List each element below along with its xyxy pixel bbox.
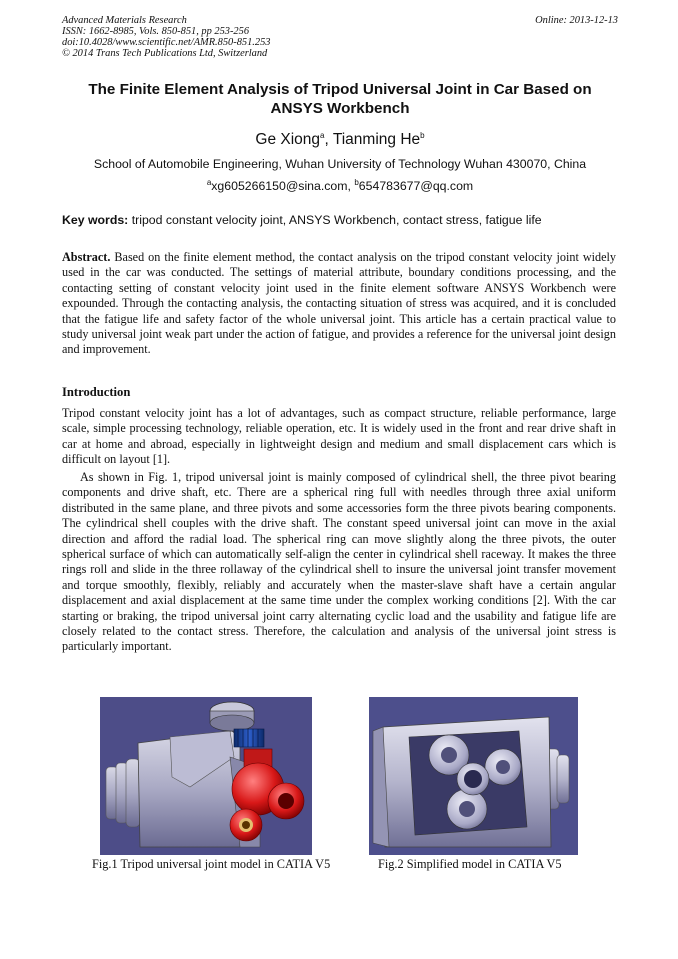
figure-1-image xyxy=(100,697,312,855)
figure-2-caption: Fig.2 Simplified model in CATIA V5 xyxy=(378,857,562,871)
figure-1-caption: Fig.1 Tripod universal joint model in CATIA V5 xyxy=(92,857,331,871)
author-1-affil-mark: a xyxy=(320,131,325,140)
paper-title xyxy=(60,80,620,118)
copyright-line: © 2014 Trans Tech Publications Ltd, Switzerland xyxy=(62,48,268,59)
author-2: Tianming He xyxy=(332,131,421,149)
keywords-text: tripod constant velocity joint, ANSYS Workbench, contact stress, fatigue life xyxy=(128,213,542,227)
journal-name: Advanced Materials Research xyxy=(62,15,187,26)
affiliation: School of Automobile Engineering, Wuhan University of Technology Wuhan 430070, China xyxy=(93,157,587,171)
figure-2-illustration xyxy=(369,697,578,855)
author-separator: , xyxy=(324,131,333,149)
online-date: Online: 2013-12-13 xyxy=(535,15,618,26)
email-b: 654783677@qq.com xyxy=(358,179,474,194)
keywords-label: Key words: xyxy=(62,213,129,227)
abstract xyxy=(62,250,616,358)
email-a-mark: a xyxy=(206,178,212,187)
keywords xyxy=(62,213,618,227)
figure-1-illustration xyxy=(100,697,312,855)
email-a: xg605266150@sina.com, xyxy=(211,179,355,194)
running-header xyxy=(62,15,618,59)
title-line-1: The Finite Element Analysis of Tripod Universal Joint in Car Based on xyxy=(88,81,592,98)
author-2-affil-mark: b xyxy=(420,131,425,140)
intro-paragraph-1: Tripod constant velocity joint has a lot of advantages, such as compact structure, reliable performance, large scale, simple processing technology, reliable operation, etc. It is widely used in the front and rear drive shaft in car at home and abroad, especially in lightweight design and medium and small displacement cars which is difficult on layout [1]. xyxy=(62,406,616,467)
author-emails xyxy=(60,178,620,193)
author-1: Ge Xiong xyxy=(255,131,321,149)
abstract-text: Based on the finite element method, the contact analysis on the tripod constant velocity joint widely used in the car was conducted. The settings of material attribute, boundary conditions processing, and the contacting setting of constant velocity joint used in the finite element software ANSYS Workbench were expounded. Through the contacting analysis, the contacting situation of stress was acquired, and it is concluded that the fatigue life and safety factor of the whole universal joint. This article has a certain practical value to study universal joint weak part under the action of fatigue, and provides a reference for the universal joint design and improvement. xyxy=(62,250,616,357)
author-list xyxy=(60,131,620,149)
issn-line: ISSN: 1662-8985, Vols. 850-851, pp 253-256 xyxy=(62,26,250,37)
abstract-label: Abstract. xyxy=(62,250,111,264)
email-b-mark: b xyxy=(354,178,359,187)
doi-line: doi:10.4028/www.scientific.net/AMR.850-851.253 xyxy=(62,37,271,48)
intro-paragraph-2: As shown in Fig. 1, tripod universal joint is mainly composed of cylindrical shell, the three pivot bearing components and drive shaft, etc. There are a spherical ring full with needles through three axial uniform distributed in the same plane, and three pivots and some accessories form the three pivots bearing components. The cylindrical shell couples with the drive shaft. The constant speed universal joint can move in the axial direction and afford the radial load. The spherical ring can move slightly along the three pivots, the outer spherical surface of which can automatically self-align the center in cylindrical shell raceway. It makes the three rings roll and slide in the three rollaway of the cylindrical shell to insure the universal joint transfer movement and torque smoothly, flexibly, reliably and accurately when the master-slave shaft have a certain angular displacement and axial displacement at the same time under the complex working conditions [2]. With the car starting or braking, the tripod universal joint carry alternating cyclic load and the usability and fatigue life are closely related to the contact stress. Therefore, the calculation and analysis of the universal joint stress is particularly important. xyxy=(62,470,616,654)
figure-2-image xyxy=(369,697,578,855)
title-line-2: ANSYS Workbench xyxy=(270,100,410,117)
section-heading-introduction: Introduction xyxy=(62,385,131,399)
